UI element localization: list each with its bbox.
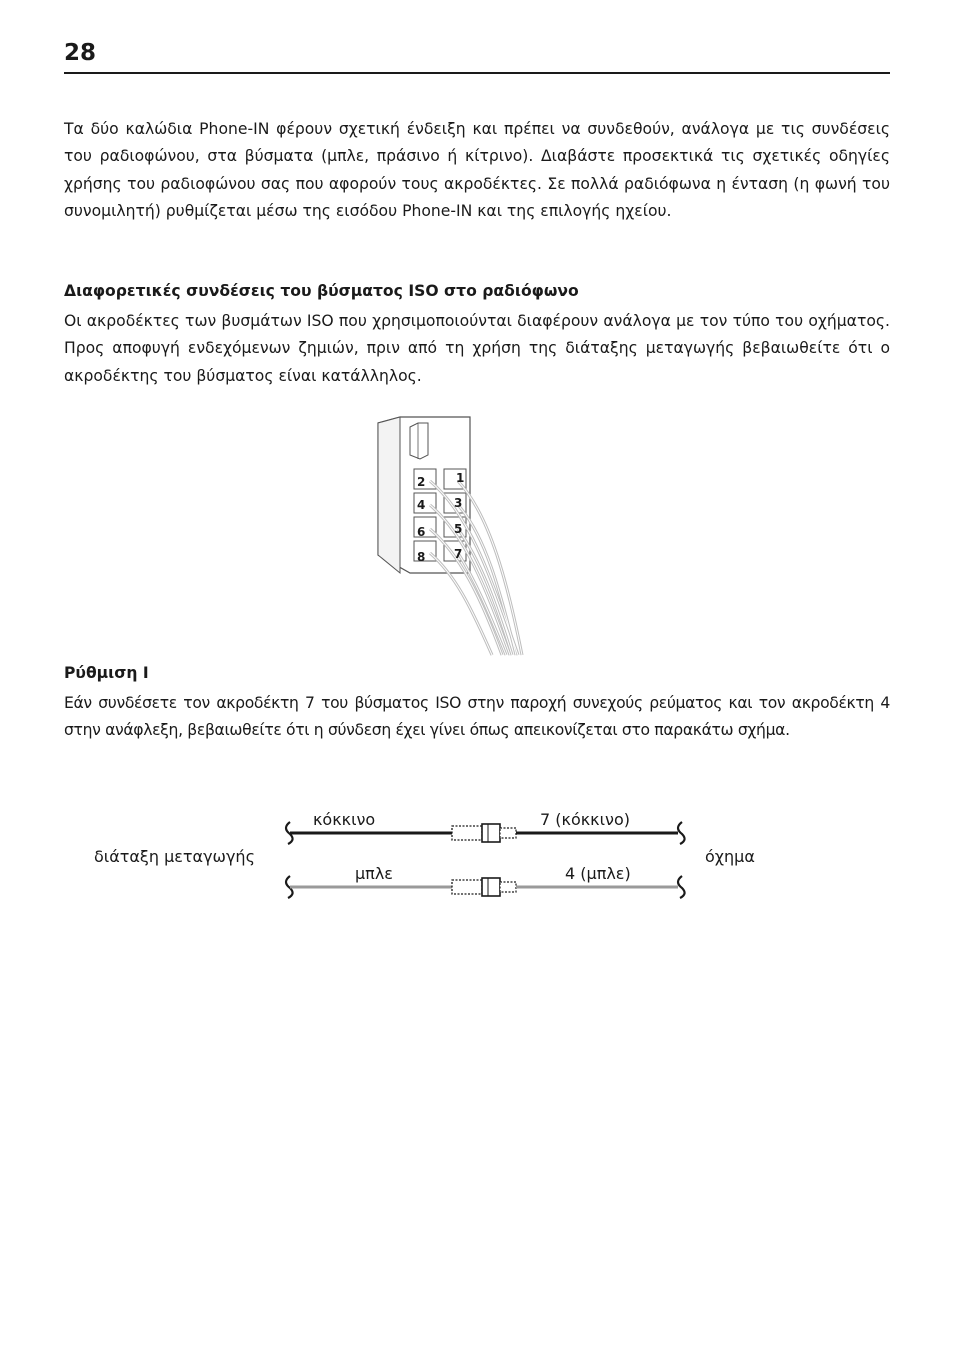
bottom-wire-left-label: μπλε: [355, 864, 393, 883]
iso-section-heading: Διαφορετικές συνδέσεις του βύσματος ISO στο ραδιόφωνο: [64, 282, 579, 300]
setting-1-paragraph: Εάν συνδέσετε τον ακροδέκτη 7 του βύσματος ISO στην παροχή συνεχούς ρεύματος και τον ακροδέκτη 4 στην ανάφλεξη, βεβαιωθείτε ότι η σύνδεση έχει γίνει όπως απεικονίζεται στο παρακάτω σχήμα.: [64, 694, 890, 739]
vehicle-label: όχημα: [705, 847, 755, 866]
wiring-diagram: [60, 790, 820, 920]
intro-paragraph: Τα δύο καλώδια Phone-IN φέρουν σχετική ένδειξη και πρέπει να συνδεθούν, ανάλογα με τις συνδέσεις του ραδιοφώνου, στα βύσματα (μπλε, πράσινο ή κίτρινο). Διαβάστε προσεκτικά τις σχετικές οδηγίες χρήσης του ραδιοφώνου σας που αφορούν τους ακροδέκτες. Σε πολλά ραδιόφωνα η ένταση (η φωνή του συνομιλητή) ρυθμίζεται μέσω της εισόδου Phone-IN και της επιλογής ηχείου.: [64, 120, 890, 220]
header-rule: [64, 72, 890, 74]
bottom-wire-right-label: 4 (μπλε): [565, 864, 631, 883]
pin-label-5: 5: [454, 522, 463, 536]
pin-label-7: 7: [454, 547, 463, 561]
pin-label-4: 4: [417, 498, 426, 512]
pin-label-3: 3: [454, 496, 463, 510]
pin-label-2: 2: [417, 475, 426, 489]
pin-label-8: 8: [417, 550, 426, 564]
switching-device-label: διάταξη μεταγωγής: [94, 847, 255, 866]
page-number: 28: [64, 40, 97, 66]
pin-label-6: 6: [417, 525, 426, 539]
iso-section-paragraph: Οι ακροδέκτες των βυσμάτων ISO που χρησιμοποιούνται διαφέρουν ανάλογα με τον τύπο του οχήματος. Προς αποφυγή ενδεχόμενων ζημιών, πριν από τη χρήση της διάταξης μεταγωγής βεβαιωθείτε ότι ο ακροδέκτης του βύσματος είναι κατάλληλος.: [64, 312, 890, 385]
top-wire-right-label: 7 (κόκκινο): [540, 810, 630, 829]
iso-connector-figure: [370, 415, 530, 660]
pin-label-1: 1: [456, 471, 465, 485]
setting-1-heading: Ρύθμιση I: [64, 664, 149, 682]
top-wire-left-label: κόκκινο: [313, 810, 376, 829]
